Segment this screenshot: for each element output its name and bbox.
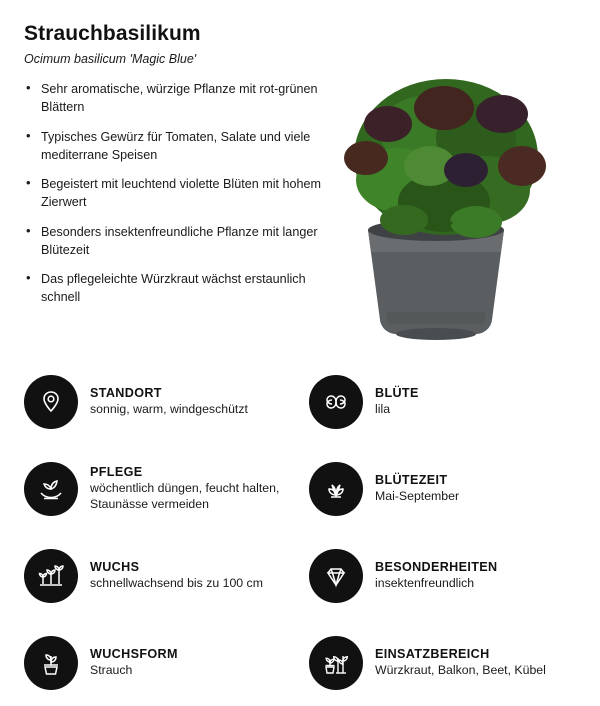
feature-standort [24,358,309,445]
feature-besonderheiten [309,532,580,619]
feature-value: sonnig, warm, windgeschützt [90,401,248,416]
botanical-name: Ocimum basilicum 'Magic Blue' [24,52,197,67]
feature-bluete [309,358,580,445]
feature-text [90,386,248,418]
list-item: • Begeistert mit leuchtend violette Blüten mit hohem Zierwert [24,175,334,212]
feature-text [90,465,305,513]
feature-pflege [24,445,309,532]
feature-text [375,386,419,418]
feature-einsatzbereich [309,619,580,706]
flower-icon [309,375,363,429]
feature-grid [24,358,580,706]
feature-wuchsform [24,619,309,706]
header-section [24,22,576,322]
feature-text [375,647,546,679]
list-item: • Sehr aromatische, würzige Pflanze mit rot-grünen Blättern [24,80,334,117]
plant-foliage [344,79,546,238]
pot-and-bed-icon [309,636,363,690]
feature-value: schnellwachsend bis zu 100 cm [90,575,263,590]
feature-label: STANDORT [90,385,162,400]
feature-text [375,473,459,505]
feature-bullet-list [24,80,334,307]
feature-label: WUCHS [90,559,140,574]
feature-label: BLÜTEZEIT [375,472,448,487]
list-item: • Typisches Gewürz für Tomaten, Salate und viele mediterrane Speisen [24,128,334,165]
list-item: • Das pflegeleichte Würzkraut wächst erstaunlich schnell [24,270,334,307]
feature-label: WUCHSFORM [90,646,178,661]
feature-value: Mai-September [375,488,460,503]
watering-hand-icon [24,462,78,516]
feature-label: BESONDERHEITEN [375,559,498,574]
feature-value: wöchentlich düngen, feucht halten, Staunässe vermeiden [90,480,280,511]
bloom-leaves-icon [309,462,363,516]
text-column [24,22,334,318]
feature-text [375,560,497,592]
feature-text [90,560,263,592]
feature-label: PFLEGE [90,464,143,479]
feature-label: EINSATZBEREICH [375,646,490,661]
feature-value: lila [375,401,391,416]
feature-value: Strauch [90,662,133,677]
location-pin-icon [24,375,78,429]
feature-text [90,647,178,679]
feature-bluetezeit [309,445,580,532]
feature-value: insektenfreundlich [375,575,475,590]
page-title: Strauchbasilikum [24,22,201,45]
potted-plant-icon [24,636,78,690]
list-item: • Besonders insektenfreundliche Pflanze mit langer Blütezeit [24,223,334,260]
growth-sprout-icon [24,549,78,603]
image-column [334,22,576,322]
feature-wuchs [24,532,309,619]
diamond-icon [309,549,363,603]
plant-illustration [326,62,576,342]
feature-value: Würzkraut, Balkon, Beet, Kübel [375,662,546,677]
plant-photo [326,62,576,342]
feature-label: BLÜTE [375,385,419,400]
